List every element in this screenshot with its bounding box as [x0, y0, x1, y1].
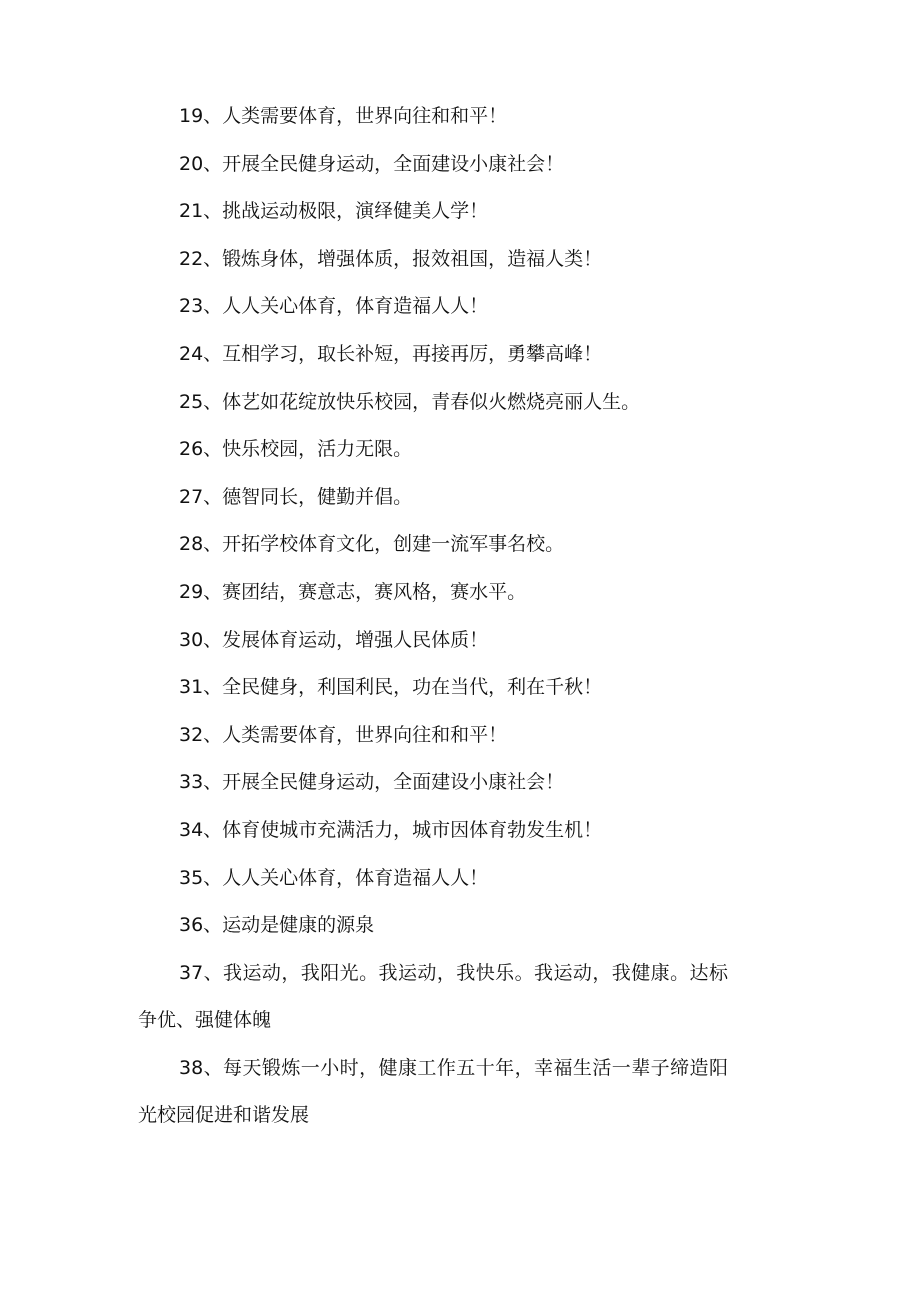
- list-item: 32、人类需要体育，世界向往和和平！: [179, 723, 508, 746]
- list-item: 31、全民健身，利国利民，功在当代，利在千秋！: [179, 676, 603, 699]
- list-item: 22、锻炼身体，增强体质，报效祖国，造福人类！: [179, 247, 603, 270]
- list-item: 38、每天锻炼一小时，健康工作五十年，幸福生活一辈子缔造阳光校园促进和谐发展: [138, 1056, 728, 1127]
- slogan-list: [138, 93, 728, 1140]
- list-item: 27、德智同长，健勤并倡。: [179, 485, 413, 508]
- list-item: 23、人人关心体育，体育造福人人！: [179, 295, 489, 318]
- list-item: 19、人类需要体育，世界向往和和平！: [179, 105, 508, 127]
- list-item: 25、体艺如花绽放快乐校园，青春似火燃烧亮丽人生。: [179, 390, 641, 413]
- list-item: 26、快乐校园，活力无限。: [179, 438, 413, 461]
- list-item: 30、发展体育运动，增强人民体质！: [179, 628, 489, 651]
- list-item: 21、挑战运动极限，演绎健美人学！: [179, 200, 489, 223]
- list-item: 36、运动是健康的源泉: [179, 914, 375, 937]
- list-item: 29、赛团结，赛意志，赛风格，赛水平。: [179, 580, 527, 603]
- list-item: 20、开展全民健身运动，全面建设小康社会！: [179, 152, 565, 175]
- list-item: 24、互相学习，取长补短，再接再厉，勇攀高峰！: [179, 342, 603, 365]
- list-item: 35、人人关心体育，体育造福人人！: [179, 866, 489, 889]
- list-item: 28、开拓学校体育文化，创建一流军事名校。: [179, 533, 565, 556]
- list-item: 33、开展全民健身运动，全面建设小康社会！: [179, 771, 565, 794]
- list-item: 34、体育使城市充满活力，城市因体育勃发生机！: [179, 818, 603, 841]
- list-item: 37、我运动，我阳光。我运动，我快乐。我运动，我健康。达标争优、强健体魄: [138, 961, 728, 1032]
